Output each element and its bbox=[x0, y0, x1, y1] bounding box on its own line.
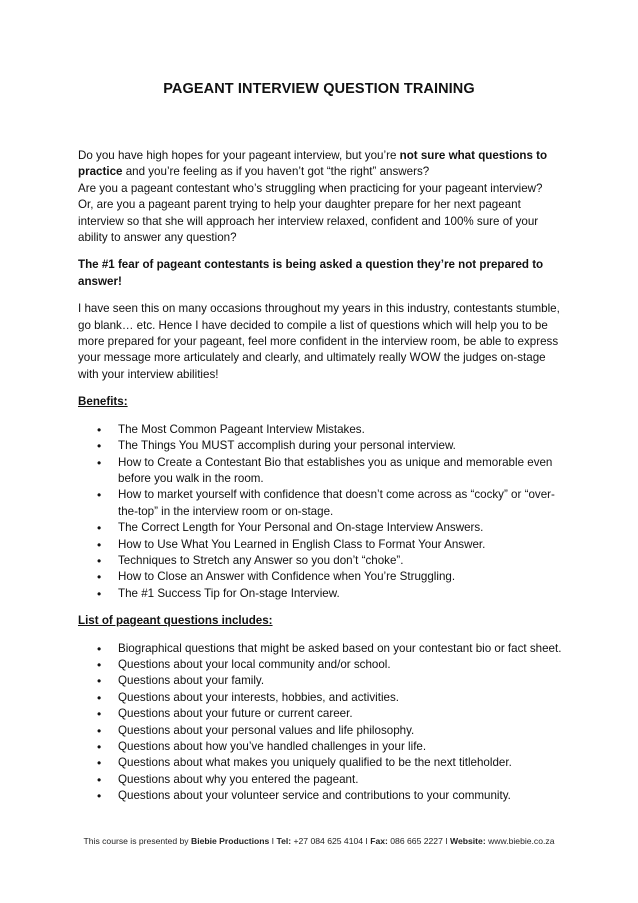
fear-statement bbox=[78, 257, 564, 290]
list-item: • Techniques to Stretch any Answer so you don’t “choke”. bbox=[78, 553, 564, 569]
intro-line-contestant: Are you a pageant contestant who’s struggling when practicing for your pageant interview? bbox=[78, 181, 543, 195]
footer-separator: I bbox=[442, 836, 451, 846]
list-item: • How to Create a Contestant Bio that establishes you as unique and memorable even before you walk in the room. bbox=[78, 455, 564, 488]
list-item: • The Correct Length for Your Personal and On-stage Interview Answers. bbox=[78, 520, 564, 536]
list-item: • Questions about your local community and/or school. bbox=[78, 657, 564, 673]
list-item: • The #1 Success Tip for On-stage Interview. bbox=[78, 586, 564, 602]
footer-website: www.biebie.co.za bbox=[485, 836, 555, 846]
list-item: • Questions about your family. bbox=[78, 673, 564, 689]
list-item: • The Most Common Pageant Interview Mistakes. bbox=[78, 422, 564, 438]
list-item: • Questions about why you entered the pageant. bbox=[78, 772, 564, 788]
list-item: • How to market yourself with confidence that doesn’t come across as “cocky” or “over-the-top” in the interview room or on-stage. bbox=[78, 487, 564, 520]
footer-separator: I bbox=[269, 836, 277, 846]
footer-fax: 086 665 2227 bbox=[387, 836, 443, 846]
list-item: • How to Use What You Learned in English Class to Format Your Answer. bbox=[78, 537, 564, 553]
list-item: • Questions about your personal values and life philosophy. bbox=[78, 723, 564, 739]
intro-emphasis: not sure what questions to practice bbox=[78, 149, 548, 179]
page-footer bbox=[0, 836, 638, 846]
page-title: PAGEANT INTERVIEW QUESTION TRAINING bbox=[163, 81, 475, 97]
story-paragraph: I have seen this on many occasions throughout my years in this industry, contestants stumble, go blank… etc. Hence I have decided to compile a list of questions which will help you to be more prepared for your pageant, feel more confident in the interview room, be able to express your message more articulately and clearly, and ultimately really WOW the judges on-stage with your interview abilities! bbox=[78, 302, 560, 381]
list-item: • How to Close an Answer with Confidence when You’re Struggling. bbox=[78, 569, 564, 585]
benefits-heading: Benefits: bbox=[78, 395, 128, 409]
document-body bbox=[78, 148, 564, 816]
footer-separator: I bbox=[363, 836, 371, 846]
list-item: • Questions about your interests, hobbies, and activities. bbox=[78, 690, 564, 706]
list-item: • Questions about your volunteer service and contributions to your community. bbox=[78, 788, 564, 804]
intro-text-start: Do you have high hopes for your pageant interview, but you’re bbox=[78, 149, 400, 162]
footer-website-label: Website: bbox=[450, 836, 486, 846]
questions-heading: List of pageant questions includes: bbox=[78, 614, 273, 628]
footer-tel: +27 084 625 4104 bbox=[291, 836, 364, 846]
intro-text-end: and you’re feeling as if you haven’t got “the right” answers? bbox=[122, 165, 430, 179]
footer-company: Biebie Productions bbox=[190, 836, 270, 846]
footer-tel-label: Tel: bbox=[276, 836, 292, 846]
footer-fax-label: Fax: bbox=[370, 836, 388, 846]
benefits-list bbox=[78, 422, 564, 602]
list-item: • Questions about how you’ve handled challenges in your life. bbox=[78, 739, 564, 755]
footer-presented-text: This course is presented by bbox=[83, 836, 191, 846]
fear-statement-text: The #1 fear of pageant contestants is being asked a question they’re not prepared to answer! bbox=[78, 258, 544, 288]
list-item: • Questions about your future or current career. bbox=[78, 706, 564, 722]
list-item: • Questions about what makes you uniquely qualified to be the next titleholder. bbox=[78, 755, 564, 771]
intro-paragraph bbox=[78, 148, 564, 181]
list-item: • Biographical questions that might be asked based on your contestant bio or fact sheet. bbox=[78, 641, 564, 657]
list-item: • The Things You MUST accomplish during your personal interview. bbox=[78, 438, 564, 454]
questions-list bbox=[78, 641, 564, 805]
intro-line-parent: Or, are you a pageant parent trying to help your daughter prepare for her next pageant interview so that she will approach her interview relaxed, confident and 100% sure of your ability to answer any question? bbox=[78, 198, 539, 245]
